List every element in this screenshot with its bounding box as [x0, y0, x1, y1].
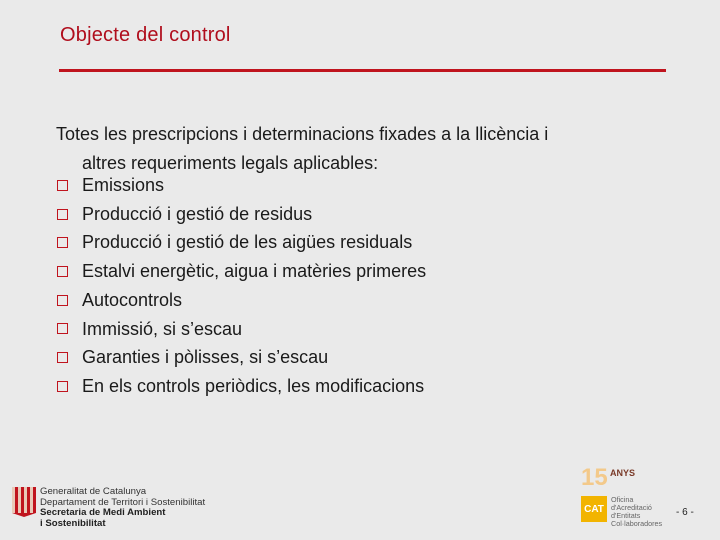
intro-text — [56, 120, 656, 177]
gencat-line: Departament de Territori i Sostenibilitat — [40, 496, 206, 508]
page-title: Objecte del control — [60, 24, 231, 46]
badge-number: 15 — [581, 464, 608, 491]
gencat-line: Secretaria de Medi Ambient — [40, 507, 166, 519]
acreditacio-logo — [579, 466, 689, 526]
hollow-square-icon — [57, 295, 68, 306]
gencat-line: Generalitat de Catalunya — [40, 486, 147, 497]
title-rule — [59, 69, 666, 72]
list-item — [56, 200, 426, 229]
badge-org-line: Col·laboradores — [611, 519, 663, 528]
hollow-square-icon — [57, 352, 68, 363]
gencat-text — [40, 487, 205, 529]
hollow-square-icon — [57, 266, 68, 277]
hollow-square-icon — [57, 180, 68, 191]
hollow-square-icon — [57, 381, 68, 392]
list-item-label: Estalvi energètic, aigua i matèries primeres — [82, 261, 427, 282]
badge-org-line: d'Entitats — [611, 511, 641, 520]
list-item-label: Emissions — [82, 175, 165, 195]
gencat-line: i Sostenibilitat — [40, 517, 106, 529]
hollow-square-icon — [57, 323, 68, 334]
badge-org — [611, 496, 662, 528]
hollow-square-icon — [57, 209, 68, 220]
requirements-list — [56, 171, 426, 401]
page-number: - 6 - — [676, 507, 694, 518]
list-item — [56, 228, 426, 257]
list-item — [56, 286, 426, 315]
list-item-label: Immissió, si s’escau — [82, 318, 243, 339]
list-item — [56, 315, 426, 344]
badge-org-line: d'Acreditació — [611, 503, 652, 512]
list-item-label: Garanties i pòlisses, si s’escau — [82, 347, 329, 368]
list-item-label: Producció i gestió de les aigües residuals — [82, 232, 413, 253]
cat-badge: CAT — [581, 496, 607, 522]
list-item — [56, 257, 426, 286]
list-item-label: Producció i gestió de residus — [82, 203, 313, 224]
list-item — [56, 171, 426, 200]
badge-anys: ANYS — [610, 468, 636, 478]
list-item — [56, 372, 426, 401]
senyera-logo-icon — [12, 487, 36, 517]
list-item-label: Autocontrols — [82, 289, 183, 310]
hollow-square-icon — [57, 237, 68, 248]
intro-line-2: altres requeriments legals aplicables: — [82, 152, 379, 173]
list-item-label: En els controls periòdics, les modificacions — [82, 375, 425, 396]
intro-line-1: Totes les prescripcions i determinacions fixades a la llicència i — [56, 124, 549, 144]
badge-org-line: Oficina — [611, 495, 634, 504]
gencat-logo — [12, 487, 205, 527]
list-item — [56, 343, 426, 372]
